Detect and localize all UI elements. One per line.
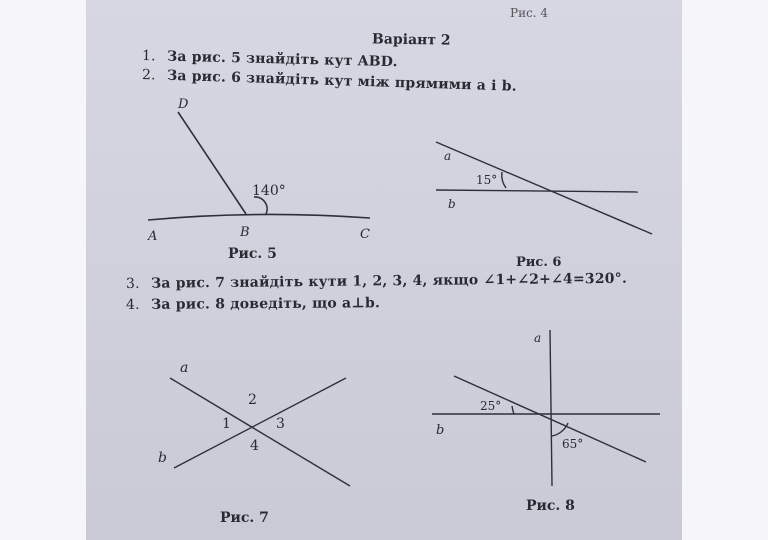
fig7-caption: Рис. 7	[220, 510, 269, 526]
fig8-label-a: a	[534, 331, 542, 345]
fig8-angle-arc-bottom	[552, 423, 568, 436]
fig8-angle-arc-top	[512, 406, 514, 414]
task-1-number: 1.	[141, 48, 156, 65]
textbook-page	[86, 0, 682, 540]
figure-7	[170, 378, 350, 486]
fig7-line-a	[170, 378, 350, 486]
figure-5	[148, 112, 370, 220]
fig6-label-b: b	[448, 197, 456, 211]
variant-title: Варіант 2	[371, 31, 451, 49]
fig5-angle-arc	[254, 197, 267, 214]
task-4-text: За рис. 8 доведіть, що a⊥b.	[151, 295, 381, 313]
fig8-line-a	[550, 330, 552, 486]
fig8-angle-top-label: 25°	[480, 399, 502, 413]
fig8-transversal	[454, 376, 646, 462]
fig8-angle-bottom-label: 65°	[562, 437, 584, 451]
task-2-text: За рис. 6 знайдіть кут між прямими a і b.	[166, 67, 518, 95]
fig7-angle-2: 2	[248, 392, 257, 408]
fig8-label-b: b	[436, 423, 445, 438]
fig6-line-a	[436, 142, 652, 234]
figure-6	[436, 142, 652, 234]
fig6-angle-label: 15°	[476, 173, 498, 187]
figures-canvas	[86, 0, 682, 540]
fig7-angle-4: 4	[250, 438, 259, 454]
fig7-line-b	[174, 378, 346, 468]
fig6-line-b	[436, 190, 638, 192]
fig5-line-ac	[148, 214, 370, 220]
fig5-ray-bd	[178, 112, 246, 214]
fig5-label-c: C	[360, 227, 370, 242]
task-3-text: За рис. 7 знайдіть кути 1, 2, 3, 4, якщо ∠1+∠2+∠4=320°.	[150, 270, 628, 292]
fig5-caption: Рис. 5	[228, 246, 277, 262]
fig7-angle-1: 1	[222, 416, 231, 432]
task-1-text: За рис. 5 знайдіть кут ABD.	[166, 48, 398, 71]
fig5-label-a: A	[148, 229, 158, 244]
figure-8	[432, 330, 660, 486]
fig5-label-d: D	[178, 97, 189, 112]
figure-8-labels	[436, 331, 583, 514]
task-4-number: 4.	[125, 296, 140, 313]
fig6-angle-arc	[502, 172, 506, 188]
task-2-number: 2.	[141, 67, 157, 84]
right-margin	[682, 0, 768, 540]
figure-5-labels	[147, 97, 370, 262]
fig6-label-a: a	[444, 149, 452, 163]
task-3-number: 3.	[125, 275, 140, 292]
fig8-caption: Рис. 8	[526, 498, 575, 514]
fig6-caption: Рис. 6	[516, 255, 562, 270]
fig5-angle-label: 140°	[252, 183, 286, 199]
fig7-label-b: b	[158, 450, 167, 466]
fig7-angle-3: 3	[276, 416, 285, 432]
fig7-label-a: a	[180, 360, 189, 376]
figure-reference-header: Рис. 4	[510, 6, 549, 20]
left-margin	[0, 0, 86, 540]
fig5-label-b: B	[240, 225, 250, 240]
figure-6-labels	[444, 149, 561, 270]
